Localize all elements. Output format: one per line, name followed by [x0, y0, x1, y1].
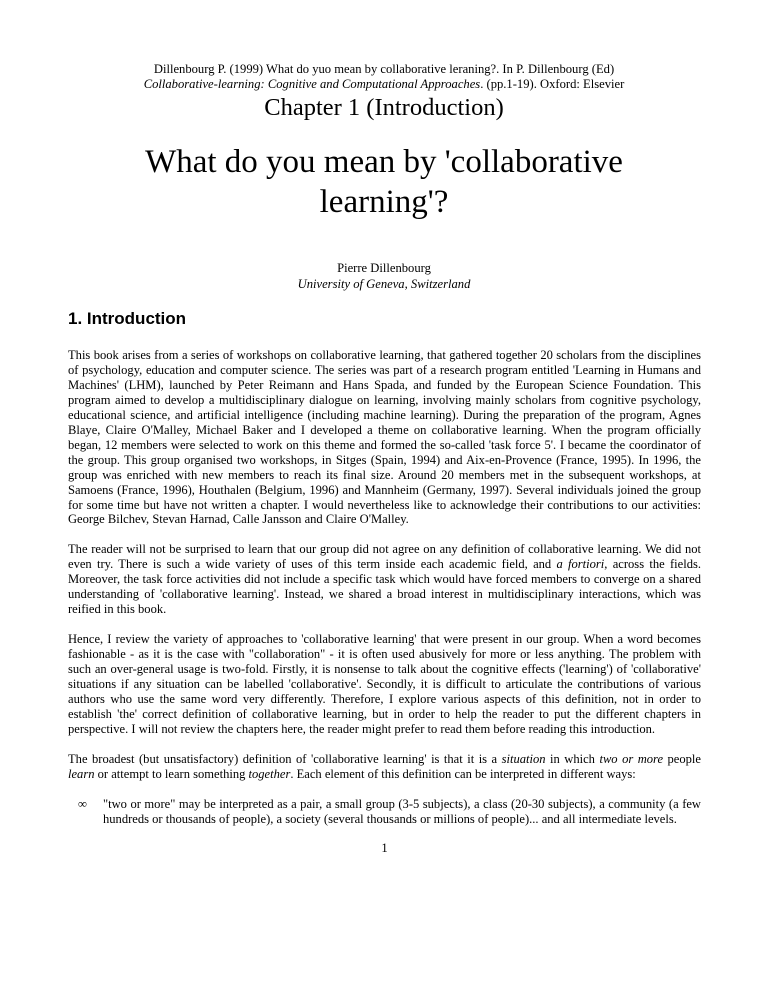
- emphasis-text: a fortiori: [556, 557, 605, 572]
- affiliation: [0, 277, 768, 293]
- emphasis-text: together: [248, 766, 291, 781]
- author-name: Pierre Dillenbourg: [337, 261, 431, 275]
- paragraph-text: The reader will not be surprised to learn that our group did not agree on any definition of collaborative learning. We did not even try. There is such a wide variety of uses of this term inside each academic field, and: [68, 542, 701, 572]
- paragraph-text: . Each element of this definition can be interpreted in different ways:: [290, 766, 636, 781]
- paragraph-text: This book arises from a series of workshops on collaborative learning, that gathered together 20 scholars from the disciplines of psychology, education and computer science. The series was part of a research program entitled 'Learning in Humans and Machines' (LHM), launched by Peter Reimann and Hans Spada, and funded by the European Science Foundation. This program aimed to develop a multidisciplinary dialogue on learning, involving mainly scholars from cognitive psychology, educational science, and artificial intelligence (including machine learning). During the preparation of the program, Agnes Blaye, Claire O'Malley, Michael Baker and I developed a theme on collaborative learning. When the program officially began, 12 members were selected to work on this theme and formed the so-called 'task force 5'. I became the coordinator of the group. This group organised two workshops, in Sitges (Spain, 1994) and Aix-en-Provence (France, 1995). In 1996, the group was enriched with new members to reach its final size. Around 20 members met in the subsequent workshops, at Samoens (France, 1996), Houthalen (Belgium, 1996) and Mannheim (Germany, 1997). Several individuals joined the group for some time but have not written a chapter. I would nevertheless like to acknowledge their contributions to our activities: George Bilchev, Stevan Harnad, Calle Jansson and Claire O'Malley.: [68, 348, 701, 527]
- emphasis-text: situation: [501, 751, 546, 766]
- citation: [0, 62, 768, 91]
- paragraph-text: people: [663, 751, 701, 766]
- chapter-label: Chapter 1 (Introduction): [264, 94, 504, 121]
- book-title: Collaborative-learning: Cognitive and Computational Approaches: [143, 76, 481, 91]
- paragraph: [68, 348, 701, 527]
- page-title: What do you mean by 'collaborative learning'?: [145, 144, 623, 220]
- bullet-text: "two or more" may be interpreted as a pair, a small group (3-5 subjects), a class (20-30 subjects), a community (a few hundreds or thousands of people), a society (several thousands or millions of people)... and all intermediate levels.: [103, 796, 701, 826]
- citation-line-2: [0, 77, 768, 92]
- content-flow: [68, 348, 701, 856]
- emphasis-text: two or more: [599, 751, 664, 766]
- citation-publisher: . (pp.1-19). Oxford: Elsevier: [480, 76, 625, 91]
- author-block: [0, 261, 768, 292]
- emphasis-text: learn: [68, 766, 95, 781]
- paragraph: [68, 542, 701, 617]
- page-number: 1: [381, 840, 388, 855]
- paragraph-text: in which: [545, 751, 600, 766]
- infinity-bullet-icon: ∞: [78, 796, 87, 811]
- body-text: [68, 348, 701, 827]
- paragraph: [68, 752, 701, 782]
- paragraph-text: Hence, I review the variety of approaches to 'collaborative learning' that were present in our group. When a word becomes fashionable - as it is the case with "collaboration" - it is often used abusively for more or less anything. The problem with such an over-general usage is two-fold. Firstly, it is nonsense to talk about the cognitive effects ('learning') of 'collaborative' situations if any situation can be labelled 'collaborative'. Secondly, it is difficult to articulate the contributions of various authors who use the same word very differently. Therefore, I explore various aspects of this definition, not in order to establish 'the' correct definition of collaborative learning, but in order to help the reader to put the different chapters in perspective. I will not review the chapters here, the reader might prefer to read them before reading this introduction.: [68, 632, 701, 736]
- section-heading: 1. Introduction: [68, 309, 187, 328]
- paragraph-text: The broadest (but unsatisfactory) definition of 'collaborative learning' is that it is a: [68, 751, 502, 766]
- paragraph-text: or attempt to learn something: [94, 766, 249, 781]
- citation-line-1: Dillenbourg P. (1999) What do yuo mean by collaborative leraning?. In P. Dillenbourg (Ed): [153, 62, 615, 76]
- paragraph: [68, 632, 701, 737]
- bullet-item: [78, 797, 701, 827]
- affiliation-text: University of Geneva, Switzerland: [297, 276, 471, 291]
- paragraph-text: , across the fields. Moreover, the task force activities did not include a specific task which would have forced members to converge on a shared understanding of 'collaborative learning'. Instead, we shared a broad interest in multidisciplinary interactions, which was reified in this book.: [68, 557, 701, 617]
